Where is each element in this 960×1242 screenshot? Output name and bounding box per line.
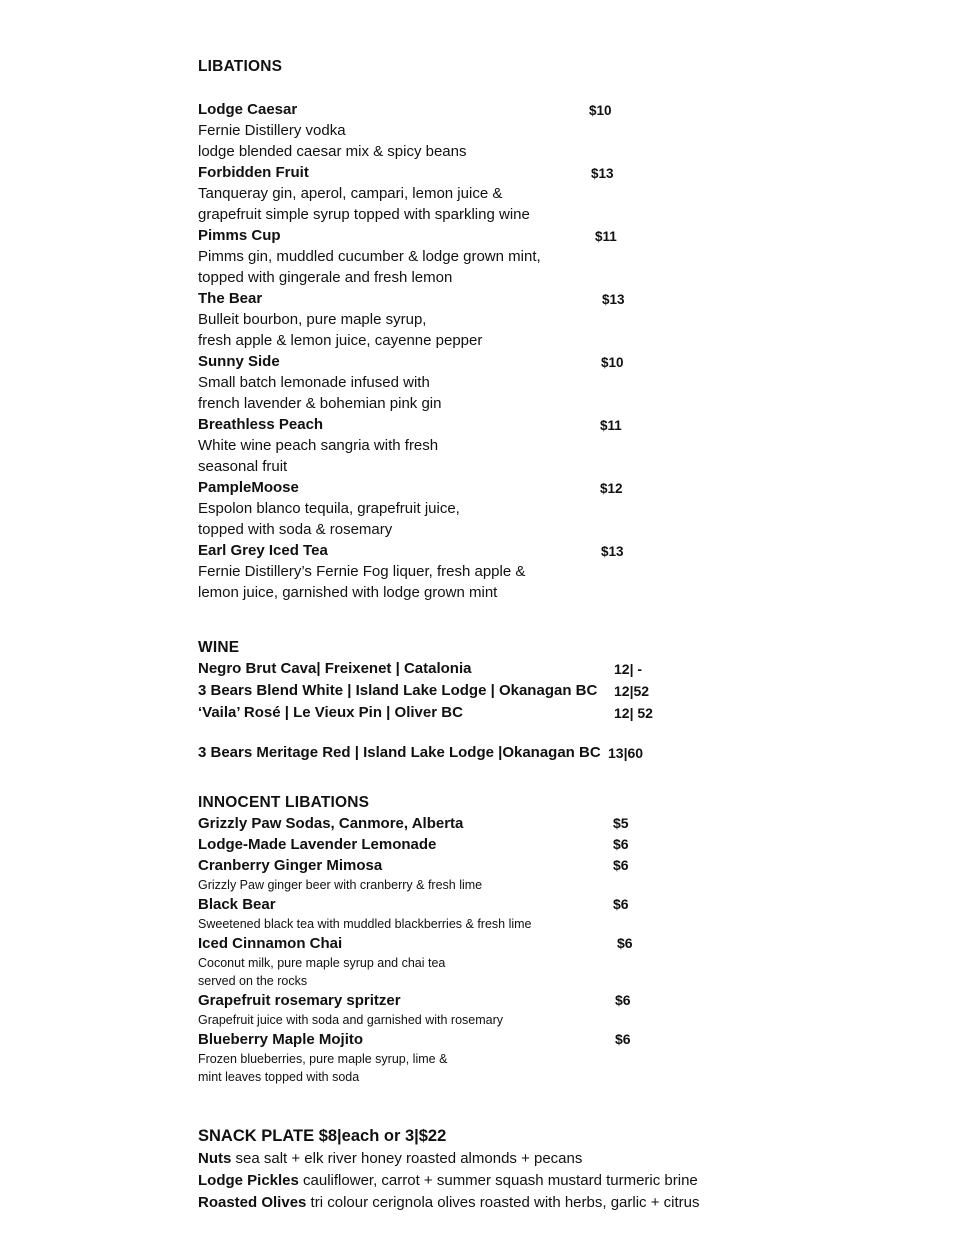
wine-label: ‘Vaila’ Rosé | Le Vieux Pin | Oliver BC <box>198 704 463 721</box>
item-name: Grapefruit rosemary spritzer <box>198 992 401 1009</box>
wine-featured-item <box>198 742 898 764</box>
innocent-libation-item <box>198 855 898 876</box>
wine-heading: WINE <box>198 639 240 656</box>
item-name: Forbidden Fruit <box>198 164 309 181</box>
innocent-libation-item <box>198 894 898 915</box>
item-price: $6 <box>613 857 629 873</box>
menu-content <box>198 57 898 1214</box>
wine-price: 13|60 <box>608 745 644 761</box>
item-description-line: White wine peach sangria with fresh <box>198 437 439 454</box>
innocent-libation-item <box>198 813 898 834</box>
item-name: Iced Cinnamon Chai <box>198 935 343 952</box>
wine-price: 12| - <box>614 661 643 677</box>
item-description-line: seasonal fruit <box>198 458 288 475</box>
innocent-libations-section <box>198 793 898 1086</box>
item-price: $10 <box>601 355 624 370</box>
item-name: Grizzly Paw Sodas, Canmore, <box>198 815 412 832</box>
item-name: The Bear <box>198 290 263 307</box>
item-description-line: topped with soda & rosemary <box>198 521 393 538</box>
wine-featured-row <box>198 742 898 764</box>
item-price: $11 <box>600 418 622 433</box>
item-price: $5 <box>613 815 629 831</box>
wine-price: 12|52 <box>614 683 650 699</box>
wine-label: 3 Bears Meritage Red | Island Lake Lodge |Okanagan BC <box>198 744 601 761</box>
libation-item <box>198 162 898 183</box>
innocent-libation-item <box>198 834 898 855</box>
item-price: $6 <box>615 992 631 1008</box>
wine-item <box>198 702 898 724</box>
snack-item-description: cauliflower, carrot + summer squash mustard turmeric brine <box>298 1172 698 1189</box>
snack-item-label: Roasted Olives <box>198 1194 307 1211</box>
libation-item <box>198 99 898 120</box>
innocent-libation-item <box>198 1029 898 1050</box>
snack-item-label: Lodge Pickles <box>198 1172 299 1189</box>
wine-spacer <box>198 724 898 742</box>
snack-item <box>198 1170 898 1192</box>
item-name: Black Bear <box>198 896 276 913</box>
wine-label: 3 Bears Blend White | Island Lake Lodge | Okanagan BC <box>198 682 598 699</box>
libations-heading: LIBATIONS <box>198 58 283 75</box>
snack-item-label: Nuts <box>198 1150 232 1167</box>
item-description-line: Grizzly Paw ginger beer with cranberry & fresh lime <box>198 878 483 892</box>
item-price: $6 <box>613 836 629 852</box>
innocent-libations-list <box>198 813 898 1086</box>
item-description-line: topped with gingerale and fresh lemon <box>198 269 453 286</box>
item-description-line: Pimms gin, muddled cucumber & lodge grown mint, <box>198 248 541 265</box>
item-name: Cranberry Ginger Mimosa <box>198 857 383 874</box>
item-description-line: lemon juice, garnished with lodge grown mint <box>198 584 498 601</box>
libation-item <box>198 414 898 435</box>
libation-item <box>198 351 898 372</box>
snack-plate-heading: SNACK PLATE $8|each or 3|$22 <box>198 1127 447 1145</box>
innocent-libation-item <box>198 990 898 1011</box>
item-description-line: Frozen blueberries, pure maple syrup, lime & <box>198 1052 448 1066</box>
snack-plate-section <box>198 1124 898 1214</box>
libation-item <box>198 225 898 246</box>
item-name: Breathless Peach <box>198 416 324 433</box>
libation-item <box>198 288 898 309</box>
wine-list <box>198 658 898 724</box>
item-price: $6 <box>613 896 629 912</box>
item-description-line: served on the rocks <box>198 974 308 988</box>
item-price: $13 <box>602 292 625 307</box>
item-description-line: Sweetened black tea with muddled blackberries & fresh lime <box>198 917 532 931</box>
libation-item <box>198 477 898 498</box>
item-price: $10 <box>589 103 612 118</box>
snack-item-description: tri colour cerignola olives roasted with herbs, garlic + citrus <box>306 1194 700 1211</box>
wine-section <box>198 638 898 764</box>
snack-item-description: sea salt + elk river honey roasted almonds + pecans <box>231 1150 583 1167</box>
item-description-line: Fernie Distillery vodka <box>198 122 346 139</box>
item-name: Lodge-Made Lavender Lemonade <box>198 836 437 853</box>
item-description-line: Grapefruit juice with soda and garnished with rosemary <box>198 1013 504 1027</box>
snack-item <box>198 1148 898 1170</box>
item-description-line: Coconut milk, pure maple syrup and chai tea <box>198 956 446 970</box>
wine-item <box>198 680 898 702</box>
item-description-line: french lavender & bohemian pink gin <box>198 395 442 412</box>
item-description-line: Small batch lemonade infused with <box>198 374 430 391</box>
snack-item <box>198 1192 898 1214</box>
innocent-libation-item <box>198 933 898 954</box>
wine-label: Negro Brut Cava| Freixenet | Catalonia <box>198 660 472 677</box>
wine-price: 12| 52 <box>614 705 653 721</box>
item-price: $12 <box>600 481 623 496</box>
item-description-line: lodge blended caesar mix & spicy beans <box>198 143 467 160</box>
libation-item <box>198 540 898 561</box>
item-price: $11 <box>595 229 617 244</box>
item-description-line: Espolon blanco tequila, grapefruit juice, <box>198 500 460 517</box>
item-name: Pimms Cup <box>198 227 281 244</box>
item-name: Lodge Caesar <box>198 101 298 118</box>
item-description-line: grapefruit simple syrup topped with sparkling wine <box>198 206 530 223</box>
libations-list <box>198 99 898 603</box>
item-price: $6 <box>617 935 633 951</box>
item-name: Sunny Side <box>198 353 280 370</box>
item-description-line: Bulleit bourbon, pure maple syrup, <box>198 311 427 328</box>
item-description-line: Fernie Distillery’s Fernie Fog liquer, fresh apple & <box>198 563 526 580</box>
item-description-line: Tanqueray gin, aperol, campari, lemon juice & <box>198 185 503 202</box>
item-name-emphasis: Alberta <box>411 815 464 832</box>
snack-plate-list <box>198 1148 898 1214</box>
item-name: PampleMoose <box>198 479 299 496</box>
item-name: Earl Grey Iced Tea <box>198 542 328 559</box>
item-price: $13 <box>601 544 624 559</box>
innocent-libations-heading: INNOCENT LIBATIONS <box>198 794 370 811</box>
item-price: $13 <box>591 166 614 181</box>
item-description-line: mint leaves topped with soda <box>198 1070 360 1084</box>
item-description-line: fresh apple & lemon juice, cayenne pepper <box>198 332 483 349</box>
item-name: Blueberry Maple Mojito <box>198 1031 364 1048</box>
item-price: $6 <box>615 1031 631 1047</box>
wine-item <box>198 658 898 680</box>
